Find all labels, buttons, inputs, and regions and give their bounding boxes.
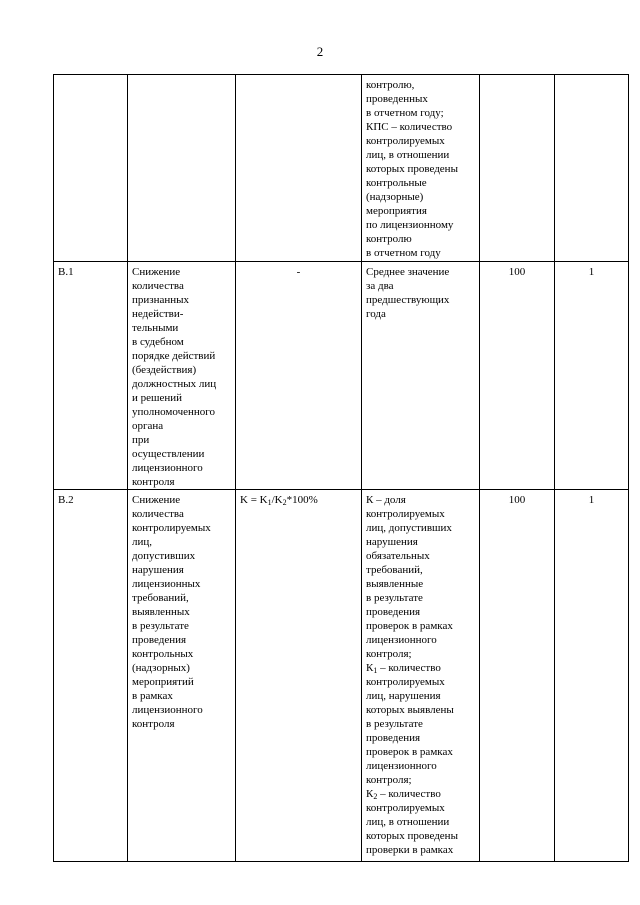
cell-target: 100 bbox=[480, 262, 555, 490]
formula-text: *100% bbox=[286, 494, 318, 506]
cell-code: В.2 bbox=[54, 490, 128, 862]
cell-weight: 1 bbox=[555, 262, 629, 490]
comment-symbol: К bbox=[366, 662, 374, 674]
cell-formula: - bbox=[236, 262, 362, 490]
table-row bbox=[54, 490, 629, 862]
table-row bbox=[54, 262, 629, 490]
cell-weight bbox=[555, 75, 629, 262]
cell-comment: Среднее значение за два предшествующих года bbox=[362, 262, 480, 490]
formula-subscript: 2 bbox=[282, 498, 287, 507]
cell-target: 100 bbox=[480, 490, 555, 862]
cell-name bbox=[128, 75, 236, 262]
table-row bbox=[54, 75, 629, 262]
comment-text: – количество контролируемых лиц, нарушения которых выявлены в результате проведения проверок в рамках лицензионного контроля; bbox=[366, 662, 454, 786]
cell-name: Снижение количества признанных недействи- тельными в судебном порядке действий (бездействия) должностных лиц и решений уполномоченного органа при осуществлении лицензионного контроля bbox=[128, 262, 236, 490]
cell-weight: 1 bbox=[555, 490, 629, 862]
formula-text: K = K bbox=[240, 494, 268, 506]
comment-text: К – доля контролируемых лиц, допустивших нарушения обязательных требований, выявленные в результате проведения проверок в рамках лицензионного контроля; bbox=[366, 494, 453, 660]
cell-code bbox=[54, 75, 128, 262]
comment-subscript: 1 bbox=[373, 666, 378, 675]
cell-formula bbox=[236, 490, 362, 862]
indicators-table bbox=[53, 74, 629, 862]
cell-name: Снижение количества контролируемых лиц, допустивших нарушения лицензионных требований, выявленных в результате проведения контрольных (надзорных) мероприятий в рамках лицензионного контроля bbox=[128, 490, 236, 862]
comment-symbol: К bbox=[366, 788, 374, 800]
comment-subscript: 2 bbox=[373, 792, 378, 801]
comment-text: – количество контролируемых лиц, в отношении которых проведены проверки в рамках bbox=[366, 788, 458, 856]
formula-subscript: 1 bbox=[267, 498, 272, 507]
cell-comment bbox=[362, 490, 480, 862]
cell-code: В.1 bbox=[54, 262, 128, 490]
cell-target bbox=[480, 75, 555, 262]
page-number: 2 bbox=[316, 44, 324, 59]
formula-text: /K bbox=[271, 494, 283, 506]
cell-formula bbox=[236, 75, 362, 262]
cell-comment: контролю, проведенных в отчетном году; КПС – количество контролируемых лиц, в отношении которых проведены контрольные (надзорные) мероприятия по лицензионному контролю в отчетном году bbox=[362, 75, 480, 262]
